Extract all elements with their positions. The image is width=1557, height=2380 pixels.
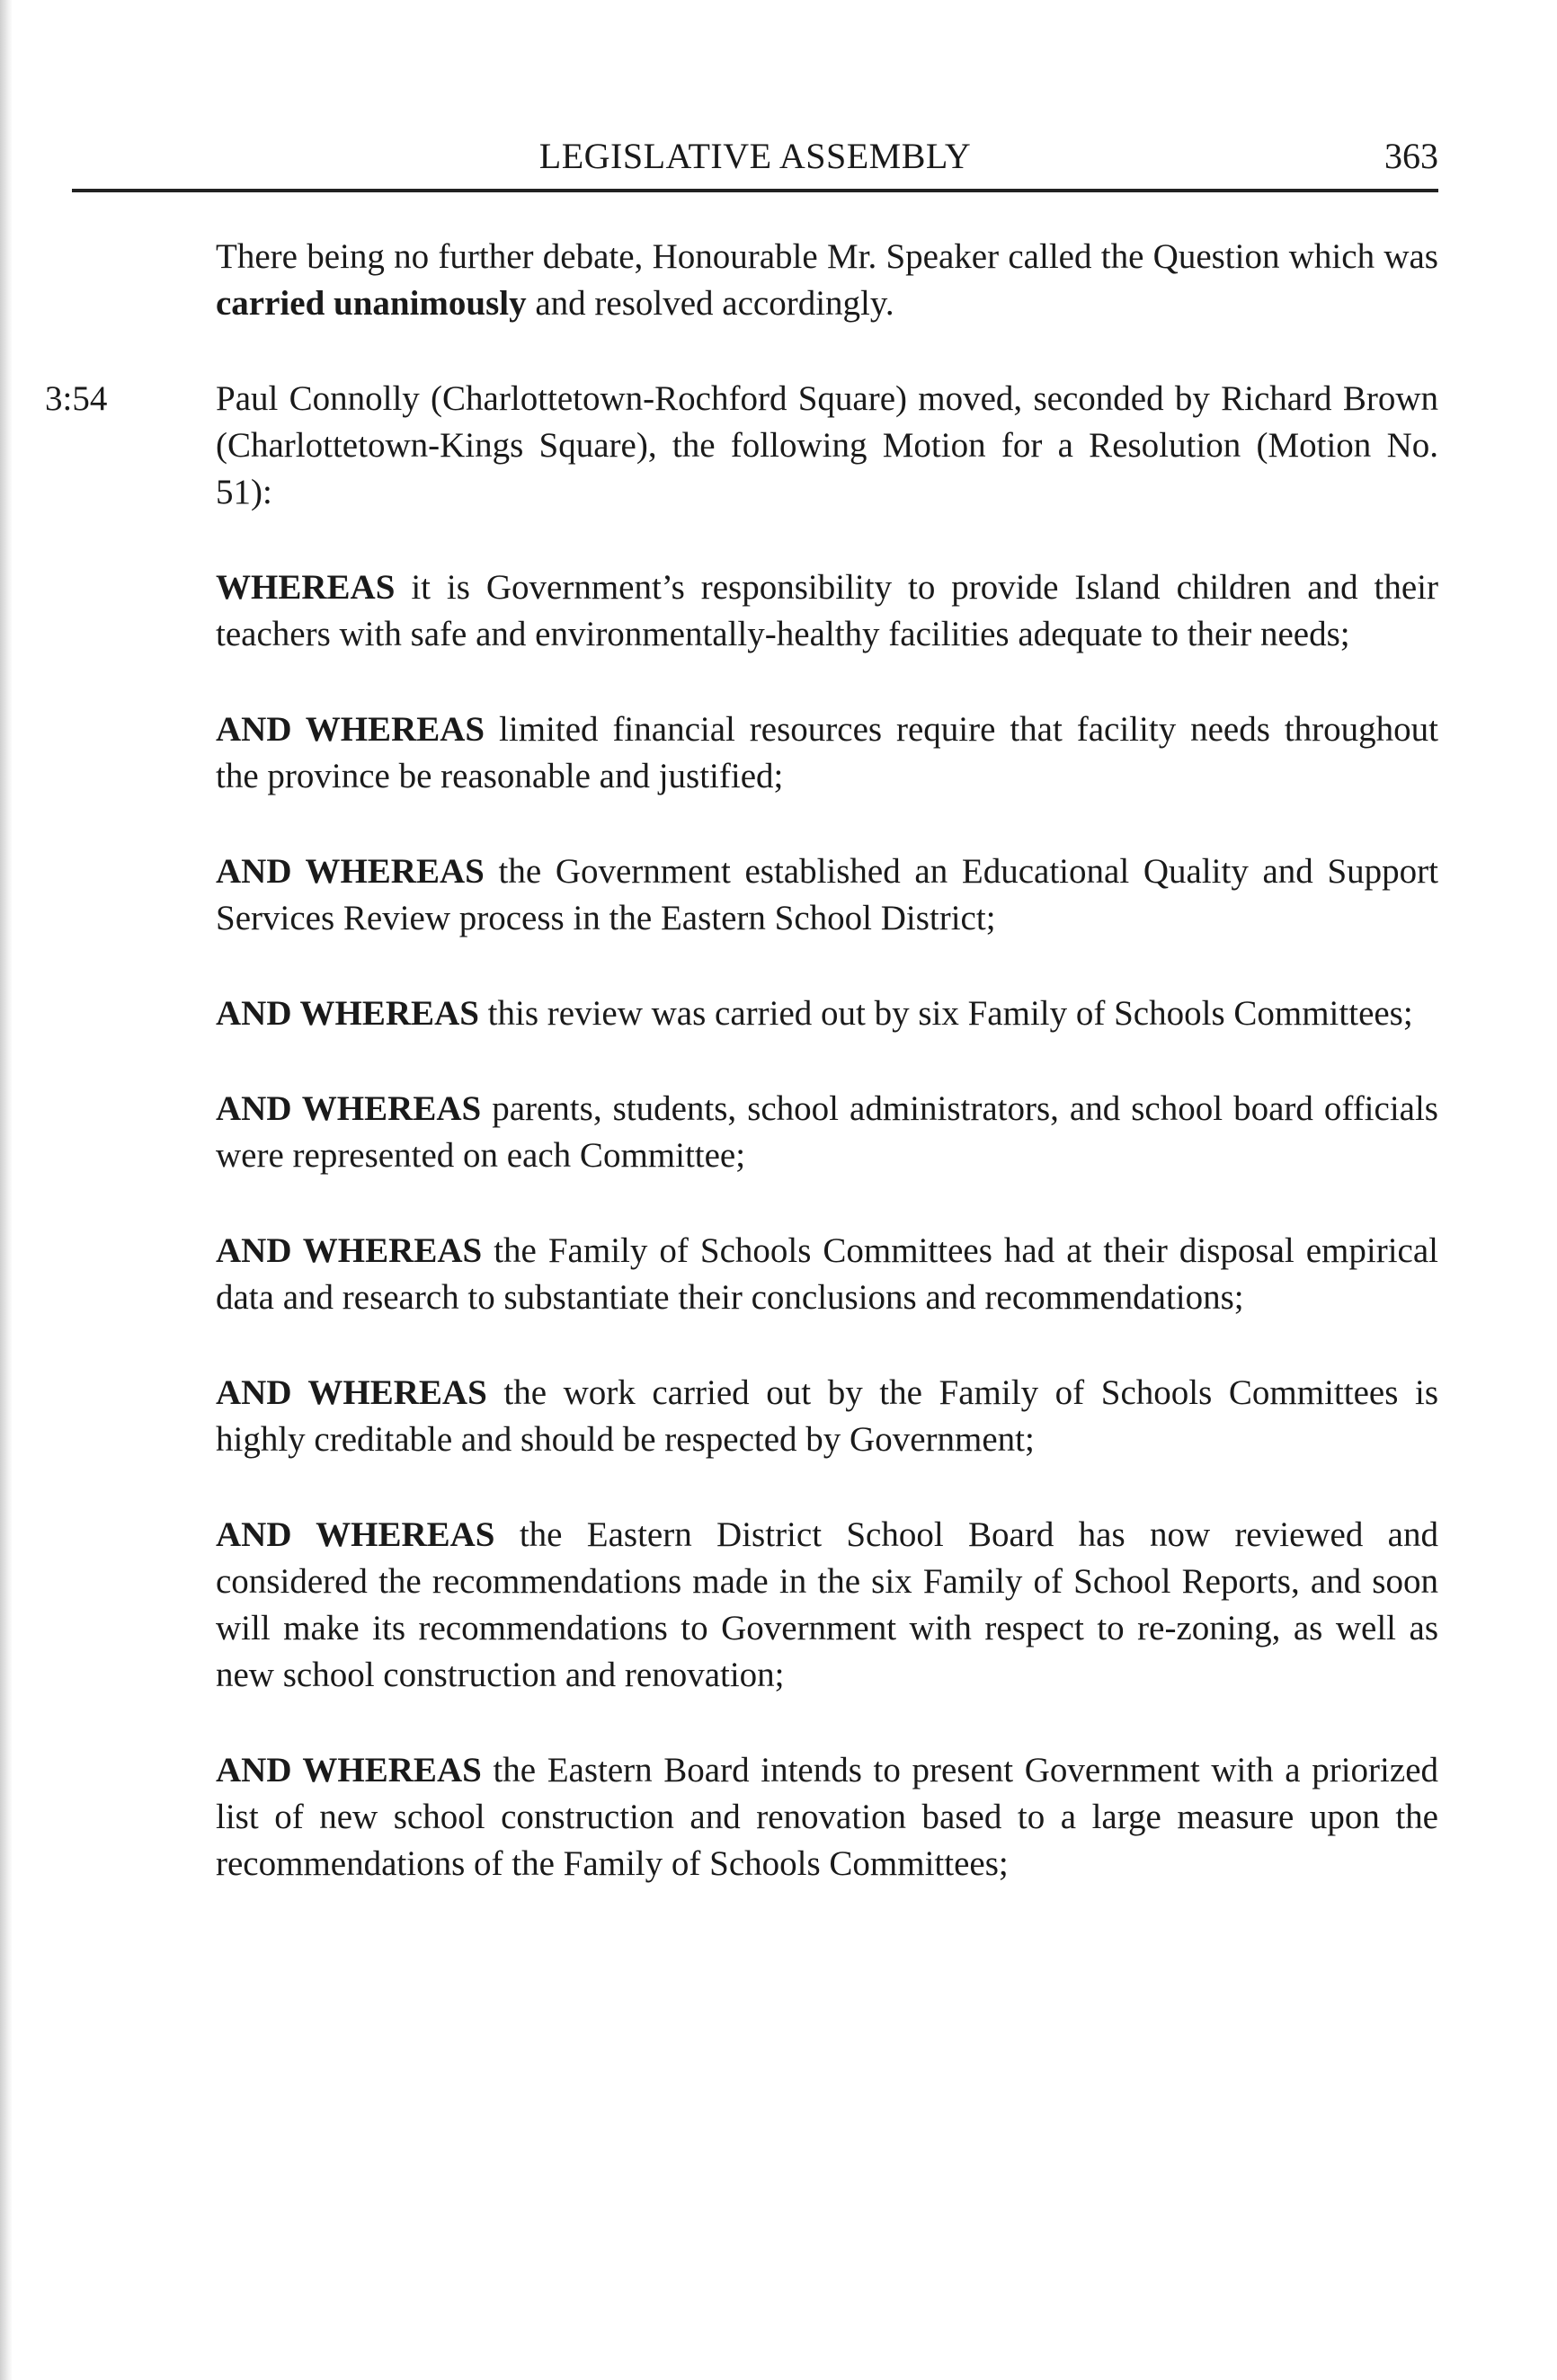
clause-text: the Government established an Educational Quality and Support Services Review process in the Eastern School District; xyxy=(216,852,1438,937)
scan-edge-shadow xyxy=(0,0,13,2380)
paragraph-text: Paul Connolly (Charlottetown-Rochford Square) moved, seconded by Richard Brown (Charlottetown-Kings Square), the following Motion for a Resolution (Motion No. 51): xyxy=(216,379,1438,511)
whereas-clause xyxy=(216,1747,1438,1887)
clause-text: the Eastern Board intends to present Government with a priorized list of new school construction and renovation based to a large measure upon the recommendations of the Family of Schools Committees; xyxy=(216,1751,1438,1883)
margin-timestamp: 3:54 xyxy=(45,379,108,418)
clause-lead: AND WHEREAS xyxy=(216,1751,482,1789)
clause-lead: AND WHEREAS xyxy=(216,710,485,749)
page-body xyxy=(45,234,1438,1936)
paragraph-question-carried xyxy=(216,234,1438,327)
whereas-clause xyxy=(216,1228,1438,1321)
paragraph-text: There being no further debate, Honourable Mr. Speaker called the Question which was xyxy=(216,237,1438,276)
header-title: LEGISLATIVE ASSEMBLY xyxy=(538,136,972,176)
page-number: 363 xyxy=(1384,136,1438,176)
clause-lead: AND WHEREAS xyxy=(216,1089,482,1128)
clause-text: limited financial resources require that facility needs throughout the province be reasonable and justified; xyxy=(216,710,1438,795)
clause-text: this review was carried out by six Family of Schools Committees; xyxy=(478,994,1413,1033)
whereas-clause xyxy=(216,706,1438,800)
clause-lead: AND WHEREAS xyxy=(216,852,485,891)
clause-lead: AND WHEREAS xyxy=(216,1231,483,1270)
clause-lead: WHEREAS xyxy=(216,568,396,607)
whereas-clause xyxy=(216,848,1438,942)
whereas-clause xyxy=(216,1370,1438,1463)
clause-text: the work carried out by the Family of Schools Committees is highly creditable and should be respected by Government; xyxy=(216,1373,1438,1459)
clause-text: parents, students, school administrators, and school board officials were represented on each Committee; xyxy=(216,1089,1438,1175)
paragraph-text: and resolved accordingly. xyxy=(526,284,894,323)
clause-lead: AND WHEREAS xyxy=(216,1515,495,1554)
clause-lead: AND WHEREAS xyxy=(216,1373,487,1412)
whereas-clause xyxy=(216,1086,1438,1179)
clause-text: the Family of Schools Committees had at their disposal empirical data and research to substantiate their conclusions and recommendations; xyxy=(216,1231,1438,1317)
clause-lead: AND WHEREAS xyxy=(216,994,479,1033)
clause-text: it is Government’s responsibility to provide Island children and their teachers with safe and environmentally-healthy facilities adequate to their needs; xyxy=(216,568,1438,653)
whereas-clause xyxy=(216,1512,1438,1699)
whereas-clause xyxy=(216,564,1438,658)
header-rule xyxy=(72,189,1438,192)
clause-text: the Eastern District School Board has now reviewed and considered the recommendations made in the six Family of School Reports, and soon will make its recommendations to Government with respect to re-zoning, as well as new school construction and renovation; xyxy=(216,1515,1438,1694)
bold-phrase: carried unanimously xyxy=(216,284,527,323)
whereas-clause xyxy=(216,990,1438,1037)
paragraph-motion-intro xyxy=(45,376,1438,516)
